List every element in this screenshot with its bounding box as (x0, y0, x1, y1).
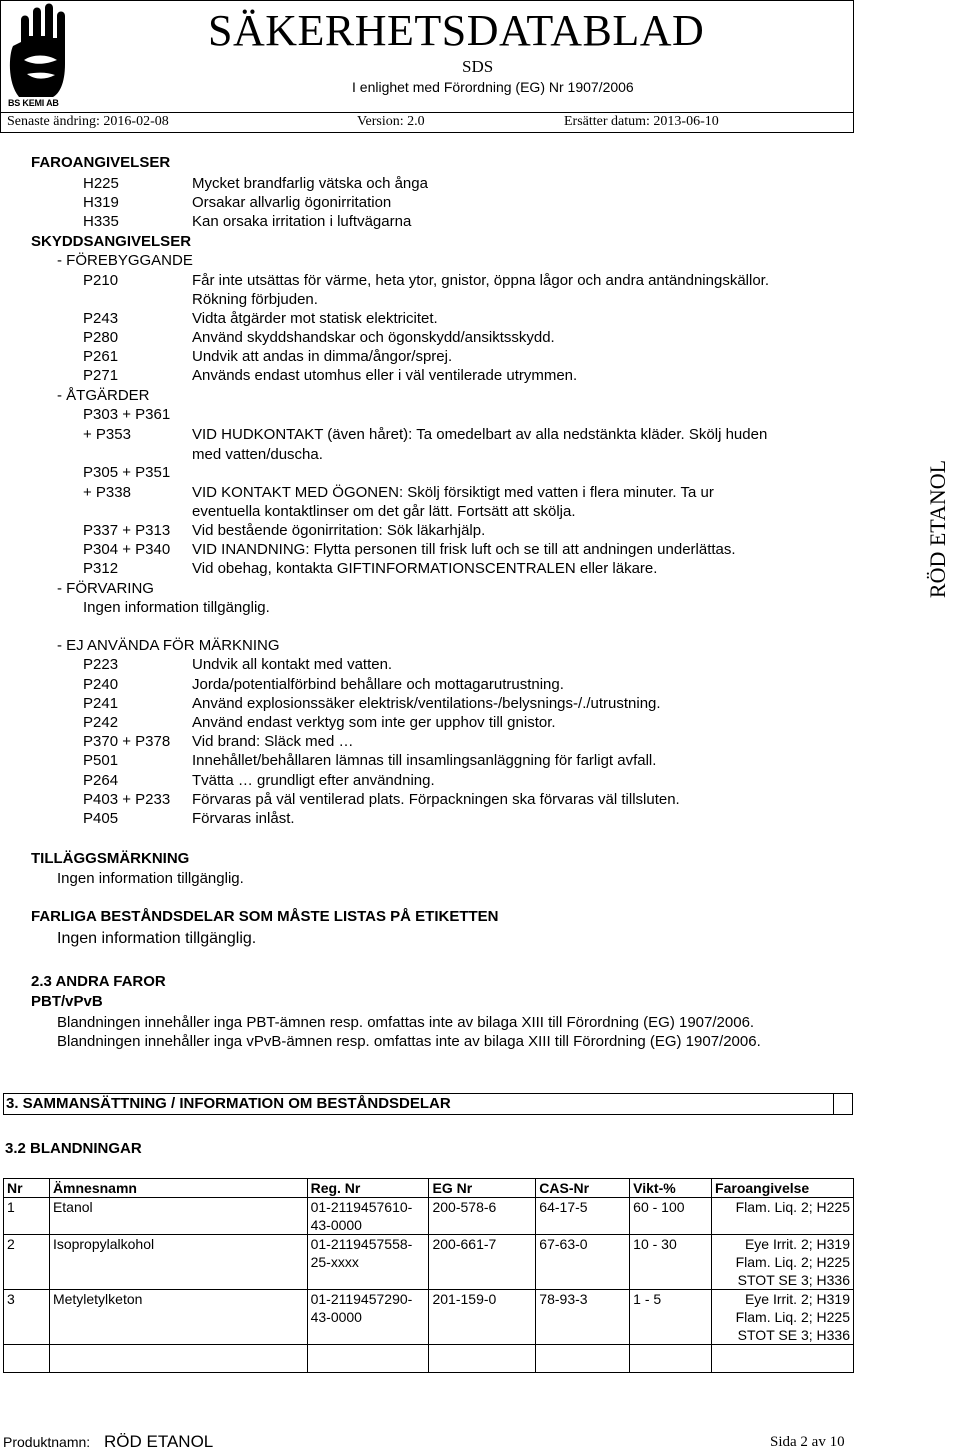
side-product-label: RÖD ETANOL (925, 459, 950, 599)
table-row (4, 1290, 854, 1345)
precaution-text: VID HUDKONTAKT (även håret): Ta omedelbart av alla nedstänkta kläder. Skölj huden (192, 426, 768, 443)
precaution-text: Vid bestående ögonirritation: Sök läkarhjälp. (192, 522, 486, 539)
precaution-text: Vidta åtgärder mot statisk elektricitet. (192, 310, 438, 327)
bs-kemi-logo-icon (3, 2, 79, 110)
col-header-reg: Reg. Nr (307, 1179, 429, 1198)
hazardous-components-heading: FARLIGA BESTÅNDSDELAR SOM MÅSTE LISTAS PÅ ETIKETTEN (31, 908, 499, 925)
precaution-text: Undvik att andas in dimma/ångor/sprej. (192, 348, 453, 365)
precaution-code: P501 (83, 752, 119, 769)
cell-hazard: Flam. Liq. 2; H225 (712, 1198, 854, 1235)
hazard-text: Kan orsaka irritation i luftvägarna (192, 213, 412, 230)
product-name: RÖD ETANOL (104, 1432, 214, 1451)
precaution-code: P280 (83, 329, 119, 346)
hazard-text: Orsakar allvarlig ögonirritation (192, 194, 392, 211)
precaution-text: Undvik all kontakt med vatten. (192, 656, 393, 673)
precaution-text: eventuella kontaktlinser om det går lätt. Fortsätt att skölja. (192, 503, 576, 520)
hazardous-components-text: Ingen information tillgänglig. (57, 930, 257, 947)
precaution-text: Innehållet/behållaren lämnas till insamlingsanläggning för farligt avfall. (192, 752, 657, 769)
cell-name: Metyletylketon (49, 1290, 307, 1345)
precaution-code: + P338 (83, 484, 131, 501)
table-empty-row (4, 1345, 854, 1373)
faro-heading: FAROANGIVELSER (31, 154, 171, 171)
precaution-text: med vatten/duscha. (192, 446, 323, 463)
precaution-code: + P353 (83, 426, 131, 443)
precaution-code: P240 (83, 676, 119, 693)
cell-name: Etanol (49, 1198, 307, 1235)
precaution-code: P243 (83, 310, 119, 327)
cell-cas: 64-17-5 (536, 1198, 630, 1235)
sds-label: SDS (462, 57, 494, 76)
col-header-cas: CAS-Nr (536, 1179, 630, 1198)
precaution-code: P223 (83, 656, 119, 673)
col-header-name: Ämnesnamn (49, 1179, 307, 1198)
logo-text: BS KEMI AB (8, 98, 59, 108)
cell-reg: 01-2119457290-43-0000 (307, 1290, 429, 1345)
storage-heading: - FÖRVARING (57, 580, 154, 597)
cell-cas: 78-93-3 (536, 1290, 630, 1345)
precaution-code: P241 (83, 695, 119, 712)
precaution-code: P271 (83, 367, 119, 384)
col-header-hazard: Faroangivelse (712, 1179, 854, 1198)
cell-hazard: Eye Irrit. 2; H319 Flam. Liq. 2; H225 STOT SE 3; H336 (712, 1235, 854, 1290)
last-changed: Senaste ändring: 2016-02-08 (7, 114, 169, 129)
precaution-code: P305 + P351 (83, 464, 171, 481)
other-hazards-heading: 2.3 ANDRA FAROR (31, 973, 166, 990)
precaution-heading: SKYDDSANGIVELSER (31, 233, 192, 250)
precaution-code: P312 (83, 560, 119, 577)
prevention-heading: - FÖREBYGGANDE (57, 252, 193, 269)
precaution-text: Vid obehag, kontakta GIFTINFORMATIONSCENTRALEN eller läkare. (192, 560, 658, 577)
precaution-text: Rökning förbjuden. (192, 291, 318, 308)
col-header-weight: Vikt-% (630, 1179, 712, 1198)
precaution-text: Jorda/potentialförbind behållare och mottagarutrustning. (192, 676, 564, 693)
replaces-date: Ersätter datum: 2013-06-10 (564, 114, 719, 129)
pbt-text: Blandningen innehåller inga PBT-ämnen resp. omfattas inte av bilaga XIII till Förordning (EG) 1907/2006. (57, 1014, 755, 1031)
cell-eg: 200-578-6 (429, 1198, 536, 1235)
precaution-text: VID KONTAKT MED ÖGONEN: Skölj försiktigt med vatten i flera minuter. Ta ur (192, 484, 714, 501)
document-footer (0, 1434, 960, 1453)
precaution-code: P403 + P233 (83, 791, 171, 808)
precaution-text: Använd explosionssäker elektrisk/ventilations-/belysnings-/./utrustning. (192, 695, 661, 712)
precaution-code: P261 (83, 348, 119, 365)
precaution-code: P304 + P340 (83, 541, 171, 558)
precaution-text: Använd skyddshandskar och ögonskydd/ansiktsskydd. (192, 329, 555, 346)
regulation-text: I enlighet med Förordning (EG) Nr 1907/2006 (352, 79, 634, 95)
precaution-text: VID INANDNING: Flytta personen till frisk luft och se till att andningen underlättas. (192, 541, 736, 558)
precaution-text: Vid brand: Släck med … (192, 733, 354, 750)
precaution-text: Förvaras inlåst. (192, 810, 295, 827)
hazard-code: H319 (83, 194, 119, 211)
precaution-code: P370 + P378 (83, 733, 171, 750)
pbt-subheading: PBT/vPvB (31, 993, 103, 1010)
precaution-code: P242 (83, 714, 119, 731)
cell-reg: 01-2119457610-43-0000 (307, 1198, 429, 1235)
cell-weight: 10 - 30 (630, 1235, 712, 1290)
cell-weight: 1 - 5 (630, 1290, 712, 1345)
document-title: SÄKERHETSDATABLAD (208, 6, 705, 55)
precaution-code: P210 (83, 272, 119, 289)
cell-eg: 200-661-7 (429, 1235, 536, 1290)
storage-text: Ingen information tillgänglig. (83, 599, 270, 616)
col-header-eg: EG Nr (429, 1179, 536, 1198)
table-row (4, 1198, 854, 1235)
cell-nr: 1 (4, 1198, 50, 1235)
product-label: Produktnamn: (3, 1434, 91, 1450)
table-row (4, 1235, 854, 1290)
cell-name: Isopropylalkohol (49, 1235, 307, 1290)
cell-reg: 01-2119457558-25-xxxx (307, 1235, 429, 1290)
document-header (0, 0, 960, 113)
precaution-code: P405 (83, 810, 119, 827)
precaution-text: Får inte utsättas för värme, heta ytor, gnistor, öppna lågor och andra antändningskällor. (192, 272, 770, 289)
hazard-text: Mycket brandfarlig vätska och ånga (192, 175, 428, 192)
precaution-text: Tvätta … grundligt efter användning. (192, 772, 435, 789)
precaution-text: Används endast utomhus eller i väl ventilerade utrymmen. (192, 367, 578, 384)
precaution-code: P264 (83, 772, 119, 789)
col-header-nr: Nr (4, 1179, 50, 1198)
cell-nr: 3 (4, 1290, 50, 1345)
extra-labeling-heading: TILLÄGGSMÄRKNING (31, 850, 190, 867)
cell-weight: 60 - 100 (630, 1198, 712, 1235)
cell-hazard: Eye Irrit. 2; H319 Flam. Liq. 2; H225 STOT SE 3; H336 (712, 1290, 854, 1345)
precaution-code: P303 + P361 (83, 406, 171, 423)
cell-eg: 201-159-0 (429, 1290, 536, 1345)
page-number: Sida 2 av 10 (770, 1434, 845, 1450)
mixtures-heading: 3.2 BLANDNINGAR (5, 1140, 142, 1157)
precaution-text: Förvaras på väl ventilerad plats. Förpackningen ska förvaras väl tillsluten. (192, 791, 680, 808)
section-3-bar (3, 1093, 853, 1115)
components-table (3, 1178, 854, 1373)
precaution-text: Använd endast verktyg som inte ger upphov till gnistor. (192, 714, 556, 731)
cell-cas: 67-63-0 (536, 1235, 630, 1290)
version: Version: 2.0 (357, 114, 425, 129)
precaution-code: P337 + P313 (83, 522, 171, 539)
response-heading: - ÅTGÄRDER (57, 387, 150, 404)
section-3-title: 3. SAMMANSÄTTNING / INFORMATION OM BESTÅNDSDELAR (4, 1094, 834, 1114)
not-used-heading: - EJ ANVÄNDA FÖR MÄRKNING (57, 637, 280, 654)
hazard-code: H335 (83, 213, 119, 230)
vpvb-text: Blandningen innehåller inga vPvB-ämnen resp. omfattas inte av bilaga XIII till Förordning (EG) 1907/2006. (57, 1033, 761, 1050)
table-header-row (4, 1179, 854, 1198)
extra-labeling-text: Ingen information tillgänglig. (57, 870, 244, 887)
revision-info (0, 113, 854, 133)
hazard-code: H225 (83, 175, 119, 192)
cell-nr: 2 (4, 1235, 50, 1290)
